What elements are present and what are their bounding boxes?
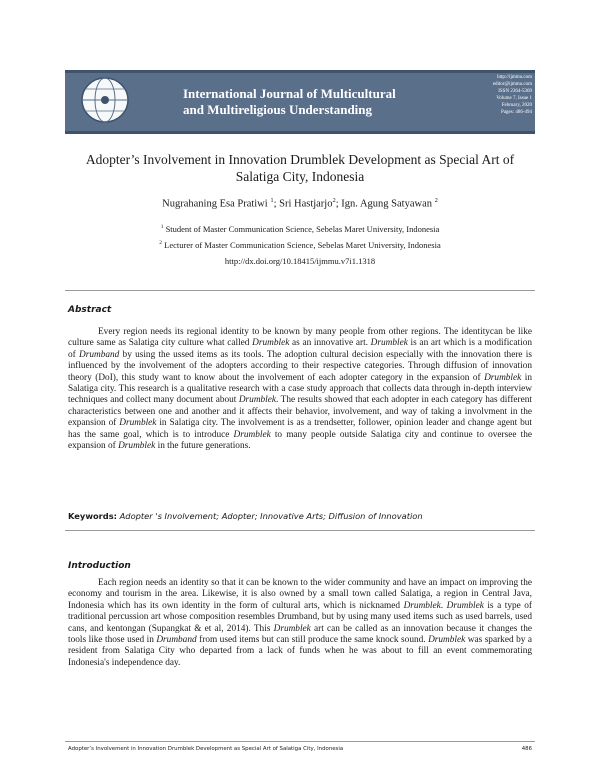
introduction-text-run: . — [440, 600, 447, 611]
journal-url[interactable]: http://ijmmu.com — [497, 75, 532, 80]
introduction-text-run: art can be called as an innovation because it changes the tools like those used in — [68, 623, 532, 646]
abstract-text-run: . The results showed that each adopter in each category has different characteristics between one and another and it affects their behavior, involvement, and way of taking a involvment in the expansion of — [68, 395, 532, 429]
page-number: 486 — [521, 746, 532, 752]
abstract-body — [68, 327, 532, 452]
introduction-text-run: was sparked by a resident from Salatiga City who departed from a lack of funds when he was about to fill an event commemorating Indonesia's independence day. — [68, 635, 532, 668]
abstract-text-run: Every region needs its regional identity to be known by many people from other regions. The identitycan be like culture same as Salatiga city culture what called — [68, 327, 532, 349]
introduction-text-run: from used items but can still produce the same knock sound. — [196, 635, 429, 646]
globe-logo-icon — [79, 75, 131, 125]
journal-title — [183, 86, 423, 118]
author-name: Ign. Agung Satyawan — [341, 198, 432, 210]
abstract-italic-term: Drumblek — [370, 338, 408, 349]
affiliation-text: Student of Master Communication Science, Sebelas Maret University, Indonesia — [165, 224, 440, 234]
abstract-text-run: in Salatiga city. The involvement is as a trendsetter, follower, opinion leader and change agent but has the same goal, which is to introduce — [68, 418, 533, 440]
abstract-italic-term: Drumblek — [238, 395, 277, 406]
paper-title-line2: Salatiga City, Indonesia — [235, 169, 365, 184]
introduction-italic-term: Drumblek — [428, 635, 466, 646]
journal-volume: Volume 7, Issue 1 — [496, 96, 532, 101]
abstract-italic-term: Drumblek — [119, 418, 157, 429]
author-affil-marker: 2 — [434, 197, 438, 204]
journal-issn: ISSN 2364-5369 — [498, 89, 532, 94]
affiliation-marker: 2 — [159, 240, 163, 247]
keywords-text: Adopter 's Involvement; Adopter; Innovative Arts; Diffusion of Innovation — [119, 511, 423, 521]
journal-logo — [75, 74, 135, 126]
author-separator: ; — [273, 198, 280, 210]
paper-title — [60, 151, 540, 185]
affiliation-text: Lecturer of Master Communication Science, Sebelas Maret University, Indonesia — [164, 240, 441, 250]
doi-link[interactable]: http://dx.doi.org/10.18415/ijmmu.v7i1.1318 — [224, 256, 376, 266]
author-affil-marker: 2 — [332, 197, 336, 204]
author-separator: ; — [335, 198, 342, 210]
abstract-italic-term: Drumblek — [484, 372, 522, 383]
abstract-text-run: as an innovative art. — [289, 338, 371, 349]
journal-title-line1: International Journal of Multicultural — [183, 86, 396, 101]
author-affil-marker: 1 — [270, 197, 274, 204]
abstract-text-run: is an art which is a modification of — [68, 338, 533, 360]
author-list — [60, 197, 540, 210]
abstract-italic-term: Drumblek — [252, 338, 290, 349]
affiliation — [60, 224, 540, 234]
section-divider — [65, 530, 535, 531]
paper-title-line1: Adopter’s Involvement in Innovation Drumblek Development as Special Art of — [85, 152, 515, 167]
abstract-italic-term: Drumblek — [118, 441, 156, 452]
author-name: Nugrahaning Esa Pratiwi — [162, 198, 268, 210]
abstract-heading: Abstract — [68, 305, 112, 315]
running-title: Adopter’s Involvement in Innovation Drumblek Development as Special Art of Salatiga City, Indonesia — [68, 746, 344, 752]
author-name: Sri Hastjarjo — [279, 198, 333, 210]
journal-date: February, 2020 — [501, 103, 532, 108]
affiliation-marker: 1 — [160, 224, 164, 231]
section-divider — [65, 290, 535, 291]
keywords — [68, 511, 538, 521]
abstract-text-run: in Salatiga city. This research is a qualitative research with a case study approach that collects data through in-depth interview techniques and collect many document about — [68, 372, 532, 406]
journal-title-line2: and Multireligious Understanding — [183, 102, 373, 117]
introduction-heading: Introduction — [68, 561, 131, 571]
journal-pages: Pages: 486-494 — [501, 110, 532, 115]
footer-divider — [65, 741, 535, 742]
keywords-label: Keywords: — [68, 511, 117, 521]
journal-email[interactable]: editor@ijmmu.com — [492, 82, 532, 87]
introduction-italic-term: Drumband — [156, 635, 197, 646]
introduction-italic-term: Drumblek — [273, 623, 311, 634]
introduction-text-run: Each region needs an identity so that it can be known to the wider community and have an impact on improving the economy and tourism in the area. Likewise, it is also owned by a small town called Salatiga, a region in Central Java, Indonesia which has its own identity in the form of cultural arts, which is nicknamed — [68, 578, 532, 611]
abstract-text-run: to many people outside Salatiga city and continue to oversee the expansion of — [68, 429, 532, 452]
abstract-italic-term: Drumband — [79, 349, 120, 360]
affiliation — [60, 240, 540, 250]
introduction-body — [68, 578, 532, 669]
introduction-italic-term: Drumblek — [446, 600, 484, 611]
introduction-text-run: is a type of traditional percussion art whose composition resembles Drumband, but by using many used items such as used barrels, used cans, and kentongan (Supangkat & et al, 2014). This — [68, 600, 533, 634]
abstract-text-run: in the future generations. — [155, 441, 251, 452]
introduction-italic-term: Drumblek — [403, 600, 441, 611]
journal-meta — [448, 74, 532, 116]
abstract-text-run: by using the ussed items as its tools. The adoption cultural decision especially with the innovation there is influenced by the involvement of the adopters according to their respective categories. Through diffusion of innovation theory (DoI), this study want to know about the involvement of each adopter category in the expansion of — [68, 349, 533, 383]
abstract-italic-term: Drumblek — [233, 429, 271, 440]
